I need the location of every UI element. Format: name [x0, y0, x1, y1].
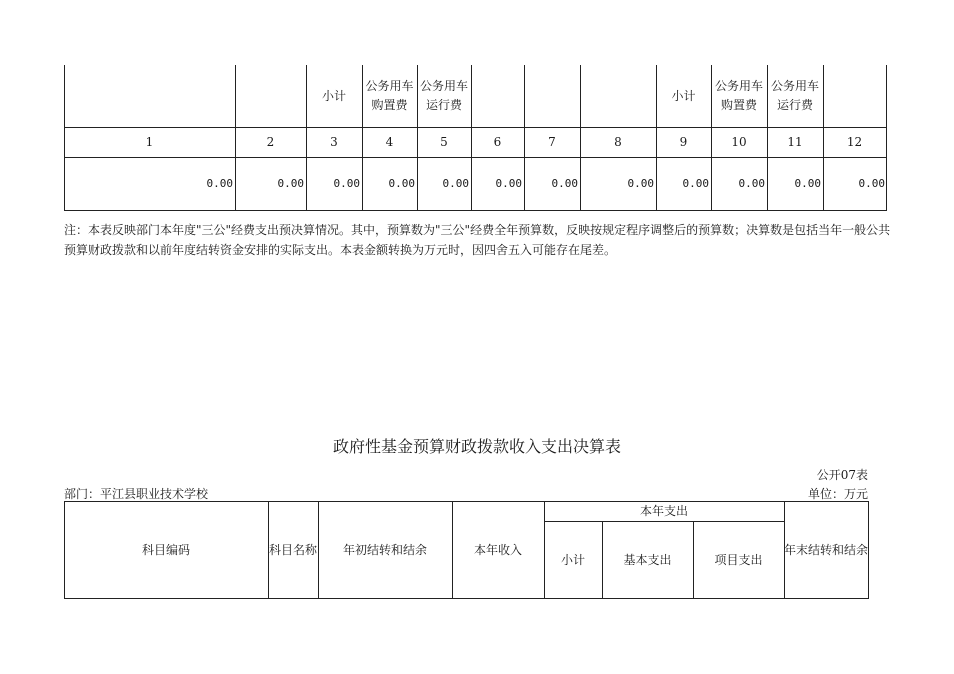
- column-number: 4: [385, 135, 394, 149]
- header-closing-balance: 年末结转和结余: [784, 542, 869, 557]
- note-line: 注：本表反映部门本年度"三公"经费支出预决算情况。其中，预算数为"三公"经费全年预算数，反映按规定程序调整后的预算数；决算数是包括当年一般公共: [64, 223, 891, 237]
- column-number: 2: [266, 135, 275, 149]
- table-rule: [868, 501, 869, 599]
- value-cell: 0.00: [495, 177, 522, 190]
- column-number: 5: [440, 135, 448, 149]
- column-number: 8: [614, 135, 622, 149]
- header-annual-expense: 本年支出: [639, 504, 688, 518]
- column-number: 10: [731, 135, 747, 149]
- header-subtotal: 小计: [560, 552, 585, 567]
- value-cell: 0.00: [333, 177, 360, 190]
- header-annual-income: 本年收入: [473, 542, 522, 557]
- column-number: 9: [679, 135, 688, 149]
- header-subject-name: 科目名称: [268, 542, 317, 557]
- note-line: 预算财政拨款和以前年度结转资金安排的实际支出。本表金额转换为万元时，因四舍五入可能存在尾差。: [64, 243, 617, 257]
- header-vehicle-purchase: 公务用车 购置费: [714, 79, 763, 112]
- column-number: 11: [787, 135, 803, 149]
- header-vehicle-operation: 公务用车 运行费: [770, 79, 819, 112]
- column-number: 3: [330, 135, 338, 149]
- department-label: 部门：平江县职业技术学校: [64, 487, 209, 501]
- column-number: 12: [846, 135, 863, 149]
- form-number: 公开07表: [816, 468, 868, 482]
- column-number: 6: [493, 135, 502, 149]
- header-project-expense: 项目支出: [714, 552, 763, 567]
- value-cell: 0.00: [206, 177, 233, 190]
- table-rule: [64, 210, 887, 211]
- page-title: 政府性基金预算财政拨款收入支出决算表: [332, 437, 621, 456]
- value-cell: 0.00: [682, 177, 709, 190]
- value-cell: 0.00: [858, 177, 885, 190]
- header-subtotal: 小计: [321, 88, 346, 103]
- value-cell: 0.00: [388, 177, 415, 190]
- column-number: 1: [145, 135, 154, 149]
- value-cell: 0.00: [277, 177, 304, 190]
- value-cell: 0.00: [627, 177, 654, 190]
- column-number: 7: [548, 135, 556, 149]
- value-cell: 0.00: [794, 177, 821, 190]
- header-vehicle-purchase: 公务用车 购置费: [365, 79, 414, 112]
- header-subtotal: 小计: [671, 88, 696, 103]
- header-basic-expense: 基本支出: [623, 552, 672, 567]
- header-subject-code: 科目编码: [141, 542, 190, 557]
- table-rule: [64, 157, 887, 158]
- value-cell: 0.00: [442, 177, 469, 190]
- table-rule: [886, 65, 887, 211]
- value-cell: 0.00: [738, 177, 765, 190]
- table-note: [64, 220, 894, 260]
- table-rule: [64, 598, 869, 599]
- header-vehicle-operation: 公务用车 运行费: [419, 79, 468, 112]
- value-cell: 0.00: [551, 177, 578, 190]
- header-opening-balance: 年初结转和结余: [342, 542, 427, 557]
- unit-label: 单位：万元: [807, 487, 868, 501]
